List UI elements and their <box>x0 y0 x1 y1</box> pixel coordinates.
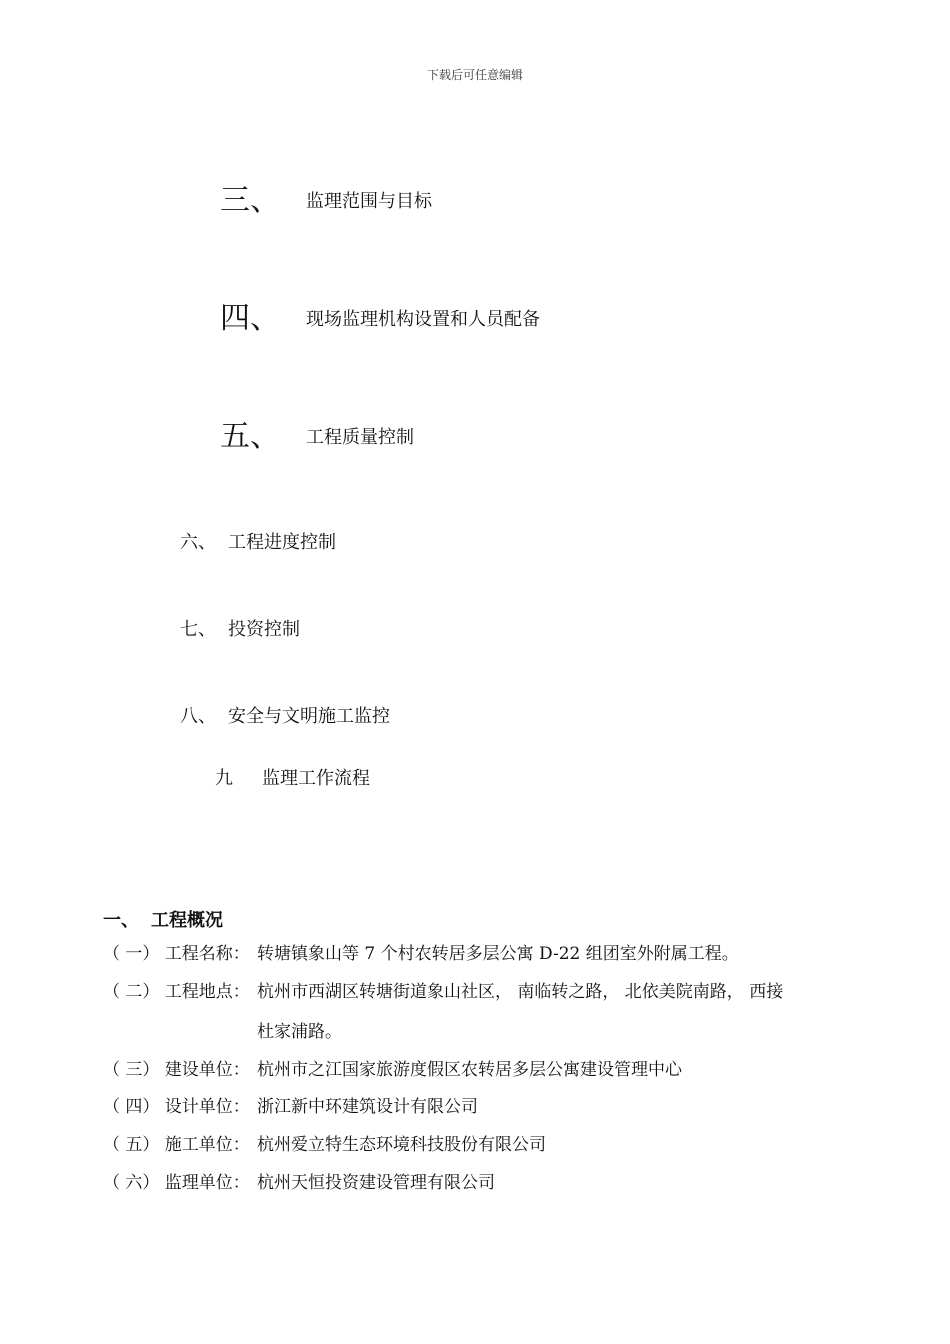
toc-number-9: 九 <box>215 768 233 789</box>
toc-number-5: 五、 <box>220 419 280 454</box>
toc-title-9: 监理工作流程 <box>262 768 370 789</box>
item-value-supervisor: 杭州天恒投资建设管理有限公司 <box>257 1173 495 1193</box>
item-label-supervisor: （ 六） 监理单位： <box>103 1173 250 1193</box>
item-label-designer: （ 四） 设计单位： <box>103 1097 250 1117</box>
item-value-location: 杭州市西湖区转塘街道象山社区， 南临转之路， 北依美院南路， 西接 <box>257 982 784 1002</box>
section-number: 一、 <box>103 910 139 931</box>
toc-number-4: 四、 <box>220 301 280 336</box>
item-value-owner: 杭州市之江国家旅游度假区农转居多层公寓建设管理中心 <box>257 1060 682 1080</box>
toc-number-6: 六、 <box>180 532 216 553</box>
toc-title-3: 监理范围与目标 <box>306 191 432 212</box>
item-label-contractor: （ 五） 施工单位： <box>103 1135 250 1155</box>
toc-title-7: 投资控制 <box>228 619 300 640</box>
item-label-location: （ 二） 工程地点： <box>103 982 250 1002</box>
toc-title-8: 安全与文明施工监控 <box>228 706 390 727</box>
toc-title-6: 工程进度控制 <box>228 532 336 553</box>
toc-number-3: 三、 <box>220 183 280 218</box>
item-value-designer: 浙江新中环建筑设计有限公司 <box>257 1097 478 1117</box>
page-header: 下载后可任意编辑 <box>426 68 523 82</box>
item-label-name: （ 一） 工程名称： <box>103 944 250 964</box>
item-value-location-cont: 杜家浦路。 <box>257 1022 342 1042</box>
toc-title-4: 现场监理机构设置和人员配备 <box>306 309 540 330</box>
item-label-owner: （ 三） 建设单位： <box>103 1060 250 1080</box>
item-value-contractor: 杭州爱立特生态环境科技股份有限公司 <box>257 1135 546 1155</box>
section-title: 工程概况 <box>151 910 223 931</box>
toc-number-8: 八、 <box>180 706 216 727</box>
toc-number-7: 七、 <box>180 619 216 640</box>
item-value-name: 转塘镇象山等 7 个村农转居多层公寓 D-22 组团室外附属工程。 <box>257 944 739 964</box>
toc-title-5: 工程质量控制 <box>306 427 414 448</box>
